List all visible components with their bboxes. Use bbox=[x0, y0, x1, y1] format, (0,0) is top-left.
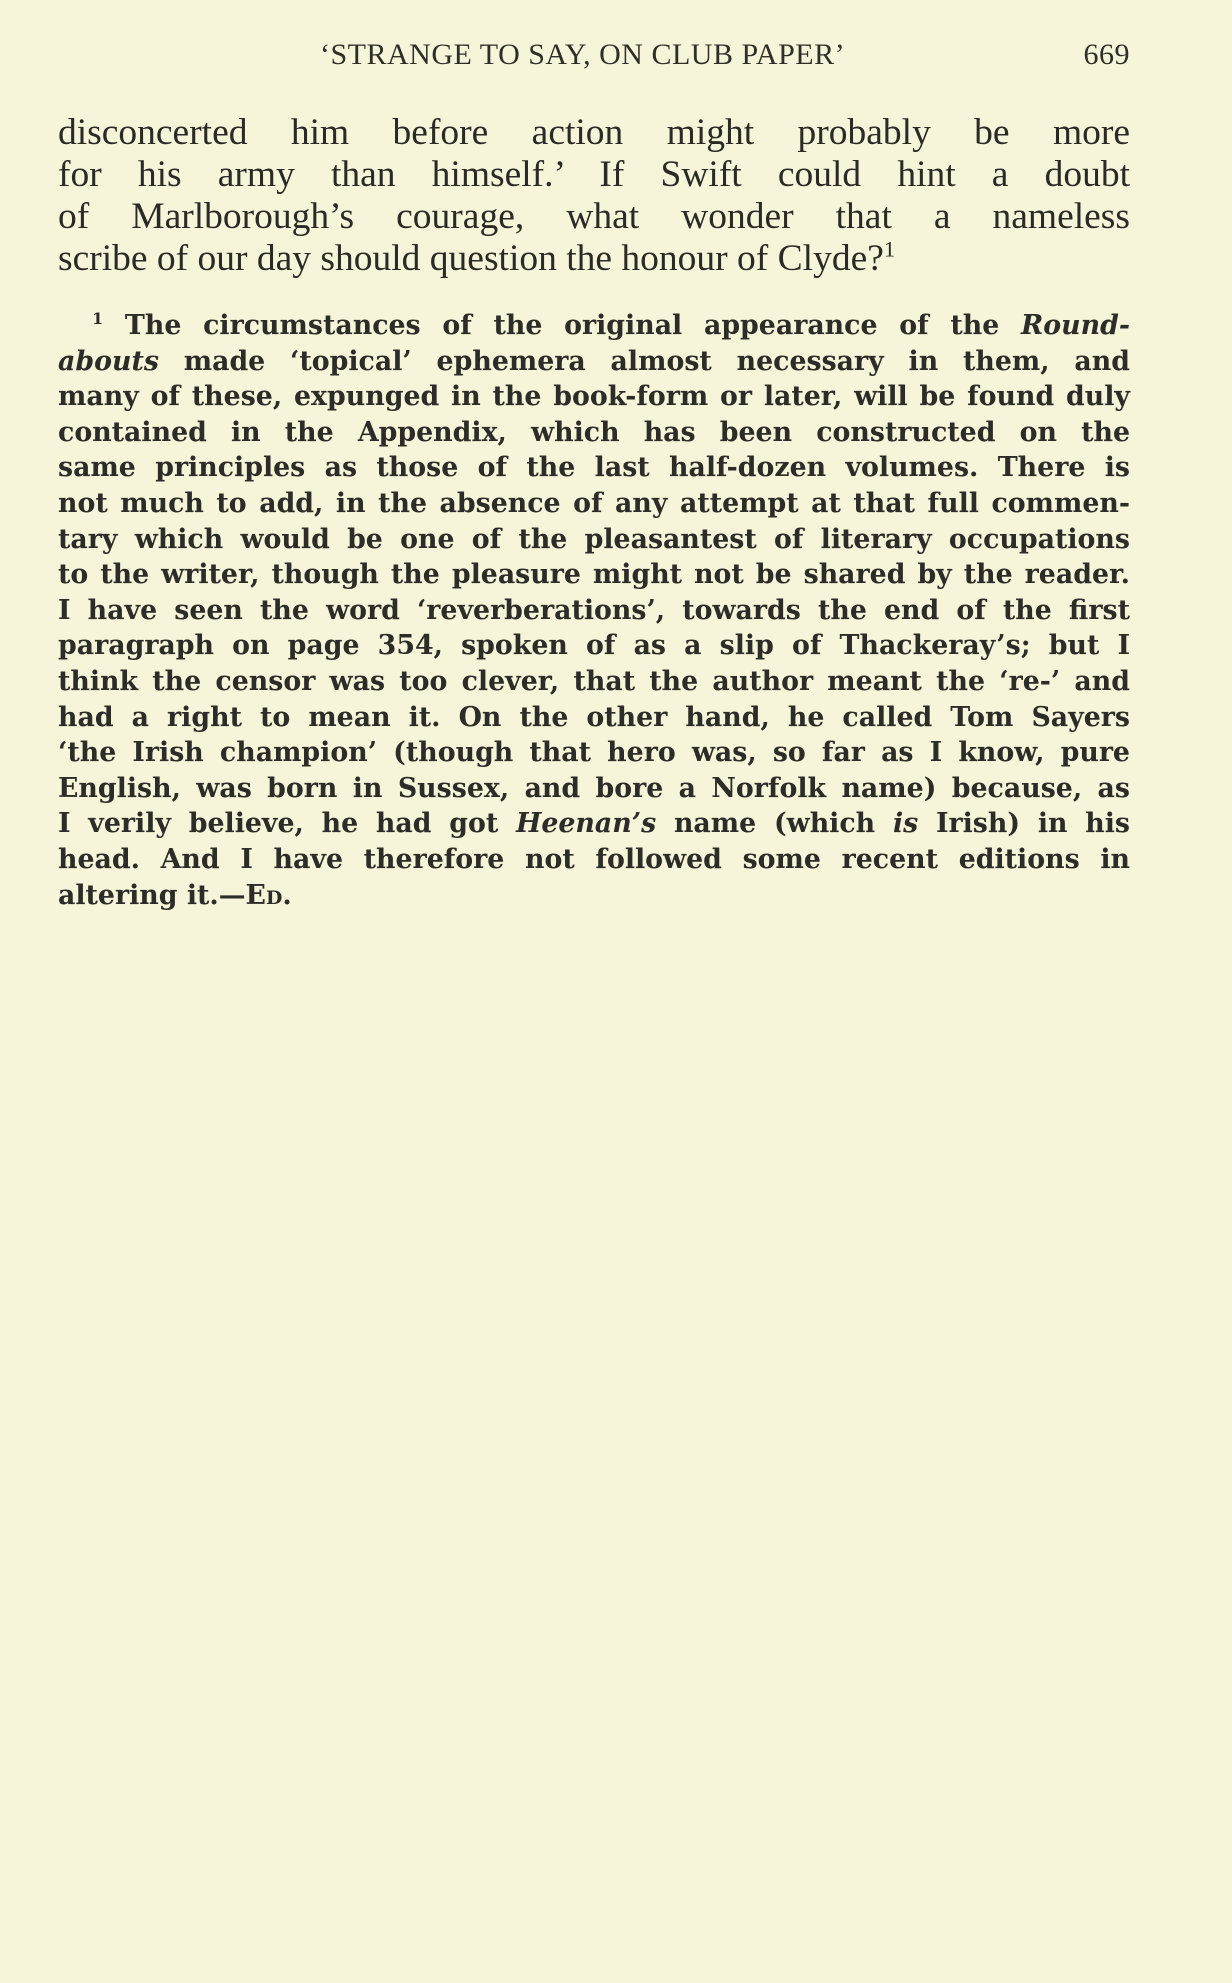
footnote-text: made ‘topical’ ephemera almost necessary in them, and bbox=[158, 345, 1130, 377]
page-number: 669 bbox=[1083, 38, 1130, 71]
footnote-marker: 1 bbox=[92, 309, 104, 329]
footnote-italic-title: abouts bbox=[58, 345, 159, 377]
body-line-text: scribe of our day should question the honour of Clyde? bbox=[58, 238, 884, 279]
footnote-reference: 1 bbox=[883, 236, 896, 262]
body-line bbox=[58, 238, 1130, 280]
footnote-line: same principles as those of the last half-dozen volumes. There is bbox=[58, 452, 1130, 484]
running-head bbox=[58, 38, 1130, 78]
footnote-line: English, was born in Sussex, and bore a Norfolk name) because, as bbox=[58, 772, 1130, 804]
footnote-italic-word: is bbox=[892, 808, 919, 840]
footnote-text: altering it.— bbox=[58, 879, 246, 911]
footnote-line: not much to add, in the absence of any attempt at that full commen- bbox=[58, 487, 1130, 519]
body-line: for his army than himself.’ If Swift could hint a doubt bbox=[58, 154, 1130, 195]
footnote-line: contained in the Appendix, which has been constructed on the bbox=[58, 416, 1130, 448]
footnote-line bbox=[58, 344, 1130, 380]
footnote-text: name (which bbox=[656, 808, 893, 840]
body-paragraph bbox=[58, 112, 1130, 280]
footnote-line: many of these, expunged in the book-form or later, will be found duly bbox=[58, 381, 1130, 413]
footnote-italic-name: Heenan’s bbox=[516, 808, 657, 840]
footnote-italic-title: Round- bbox=[1021, 310, 1130, 341]
footnote-line bbox=[58, 878, 1130, 914]
footnote-text: Irish) in his bbox=[918, 808, 1130, 840]
footnote-line: had a right to mean it. On the other hand, he called Tom Sayers bbox=[58, 701, 1130, 733]
footnote-line bbox=[58, 806, 1130, 842]
footnote-line: think the censor was too clever, that the author meant the ‘re-’ and bbox=[58, 665, 1130, 697]
footnote-line: head. And I have therefore not followed some recent editions in bbox=[58, 843, 1130, 875]
body-line: of Marlborough’s courage, what wonder that a nameless bbox=[58, 196, 1130, 237]
body-line: disconcerted him before action might probably be more bbox=[58, 112, 1130, 153]
footnote-line: paragraph on page 354, spoken of as a slip of Thackeray’s; but I bbox=[58, 630, 1130, 662]
footnote-line bbox=[58, 308, 1130, 344]
footnote-line: tary which would be one of the pleasantest of literary occupations bbox=[58, 523, 1130, 555]
footnote-text: I verily believe, he had got bbox=[58, 808, 517, 840]
editor-signature: Ed. bbox=[245, 879, 292, 911]
running-title: ‘STRANGE TO SAY, ON CLUB PAPER’ bbox=[320, 38, 846, 71]
footnote-line: I have seen the word ‘reverberations’, towards the end of the first bbox=[58, 594, 1130, 626]
footnote-text: The circumstances of the original appearance of the bbox=[124, 310, 1000, 341]
footnote-line: to the writer, though the pleasure might not be shared by the reader. bbox=[58, 559, 1130, 591]
footnote bbox=[58, 308, 1130, 913]
footnote-line: ‘the Irish champion’ (though that hero was, so far as I know, pure bbox=[58, 737, 1130, 769]
